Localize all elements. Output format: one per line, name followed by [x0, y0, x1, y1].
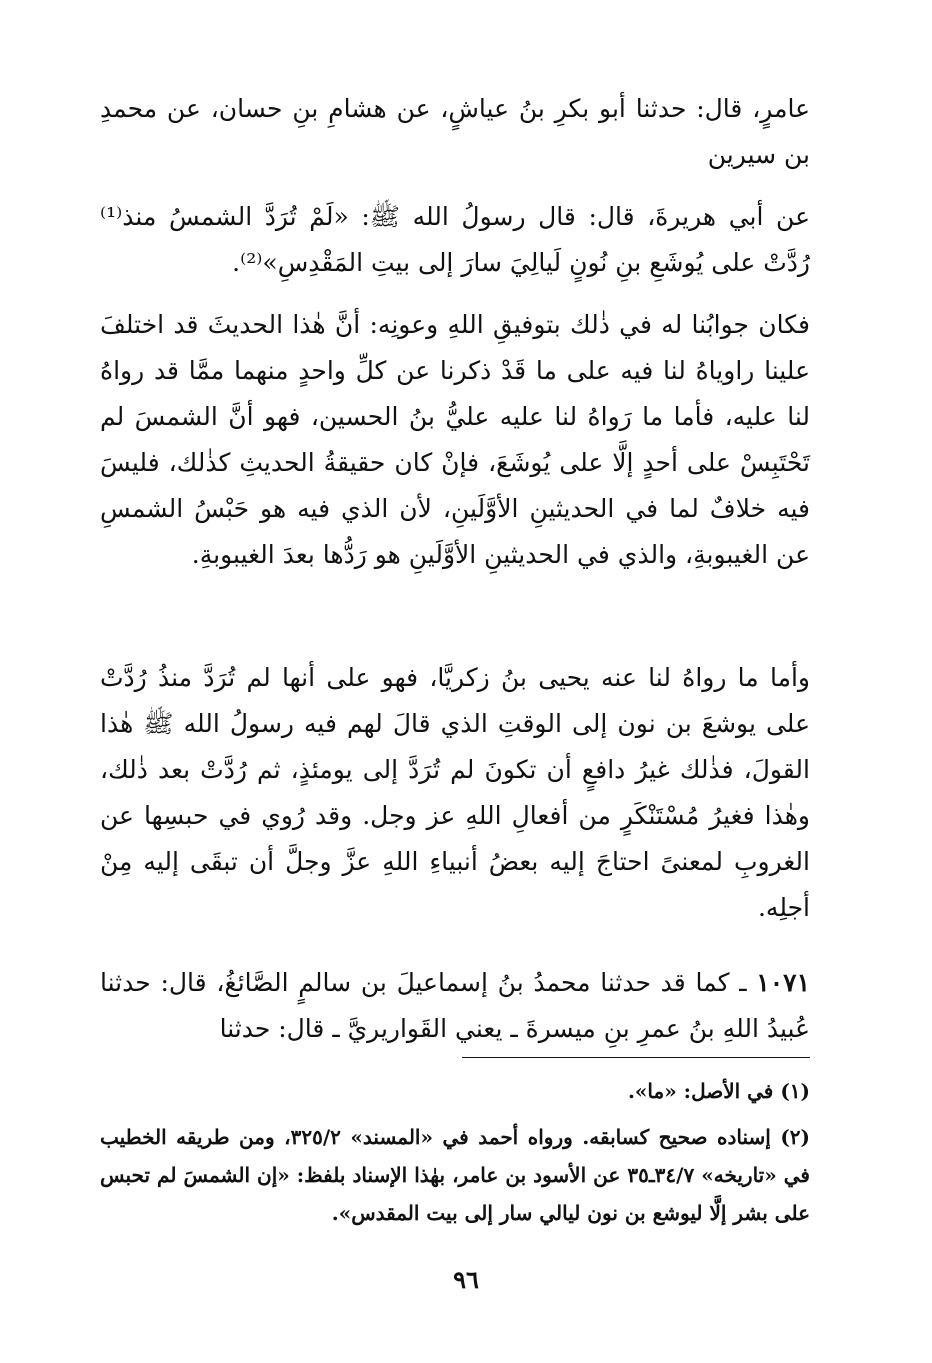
page-number: ٩٦	[453, 1265, 479, 1294]
footnote-2: (٢) إسناده صحيح كسابقه. ورواه أحمد في «المسند» ٣٢٥/٢، ومن طريقه الخطيب في «تاريخه» ٣٤/٧ـ٣٥ عن الأسود بن عامر، بهٰذا الإسناد بلفظ: «إن الشمسَ لم تحبس على بشر إلَّا ليوشع بن نون ليالي سار إلى بيت المقدس».	[100, 1125, 810, 1225]
hadith-text-paragraph: عن أبي هريرةَ، قال: قال رسولُ الله ﷺ: «لَمْ تُرَدَّ الشمسُ منذ⁽¹⁾ رُدَّتْ على يُوشَعِ بنِ نُونٍ لَيالِيَ سارَ إلى بيتِ المَقْدِسِ»⁽²⁾.	[100, 202, 810, 277]
footnote-1: (١) في الأصل: «ما».	[627, 1079, 810, 1103]
hadith-number: ١٠٧١	[756, 968, 810, 997]
hadith-entry	[100, 960, 810, 1052]
commentary-paragraph-2: وأما ما رواهُ لنا عنه يحيى بنُ زكريَّا، فهو على أنها لم تُرَدَّ منذُ رُدَّتْ على يوشعَ بن نون إلى الوقتِ الذي قالَ لهم فيه رسولُ الله ﷺ هٰذا القولَ، فذٰلك غيرُ دافعٍ أن تكونَ لم تُرَدَّ إلى يومئذٍ، ثم رُدَّتْ بعد ذٰلك، وهٰذا فغيرُ مُسْتَنْكَرٍ من أفعالِ اللهِ عز وجل. وقد رُوي في حبسِها عن الغروبِ لمعنىً احتاجَ إليه بعضُ أنبياءِ اللهِ عزَّ وجلَّ أن تبقَى إليه مِنْ أجلِه.	[100, 663, 811, 922]
commentary-paragraph-1: فكان جوابُنا له في ذٰلك بتوفيقِ اللهِ وعونِه: أنَّ هٰذا الحديثَ قد اختلفَ علينا راوياهُ لنا فيه على ما قَدْ ذكرنا عن كلِّ واحدٍ منهما ممَّا قد رواهُ لنا عليه، فأما ما رَواهُ لنا عليه عليُّ بنُ الحسين، فهو أنَّ الشمسَ لم تَحْتَبِسْ على أحدٍ إلَّا على يُوشَعَ، فإنْ كان حقيقةُ الحديثِ كذٰلك، فليسَ فيه خلافٌ لما في الحديثينِ الأوَّلَينِ، لأن الذي فيه هو حَبْسُ الشمسِ عن الغيبوبةِ، والذي في الحديثينِ الأوَّلَينِ هو رَدُّها بعدَ الغيبوبةِ.	[100, 310, 810, 569]
hadith-chain-text: ـ كما قد حدثنا محمدُ بنُ إسماعيلَ بن سالمٍ الصَّائغُ، قال: حدثنا عُبيدُ اللهِ بنُ عمرِ بنِ ميسرةَ ـ يعني القَواريريَّ ـ قال: حدثنا	[100, 968, 810, 1043]
body-paragraph-1: عامرٍ، قال: حدثنا أبو بكرِ بنُ عياشٍ، عن هشامِ بنِ حسان، عن محمدِ بن سيرين	[100, 94, 810, 169]
footnote-divider	[462, 1057, 810, 1058]
